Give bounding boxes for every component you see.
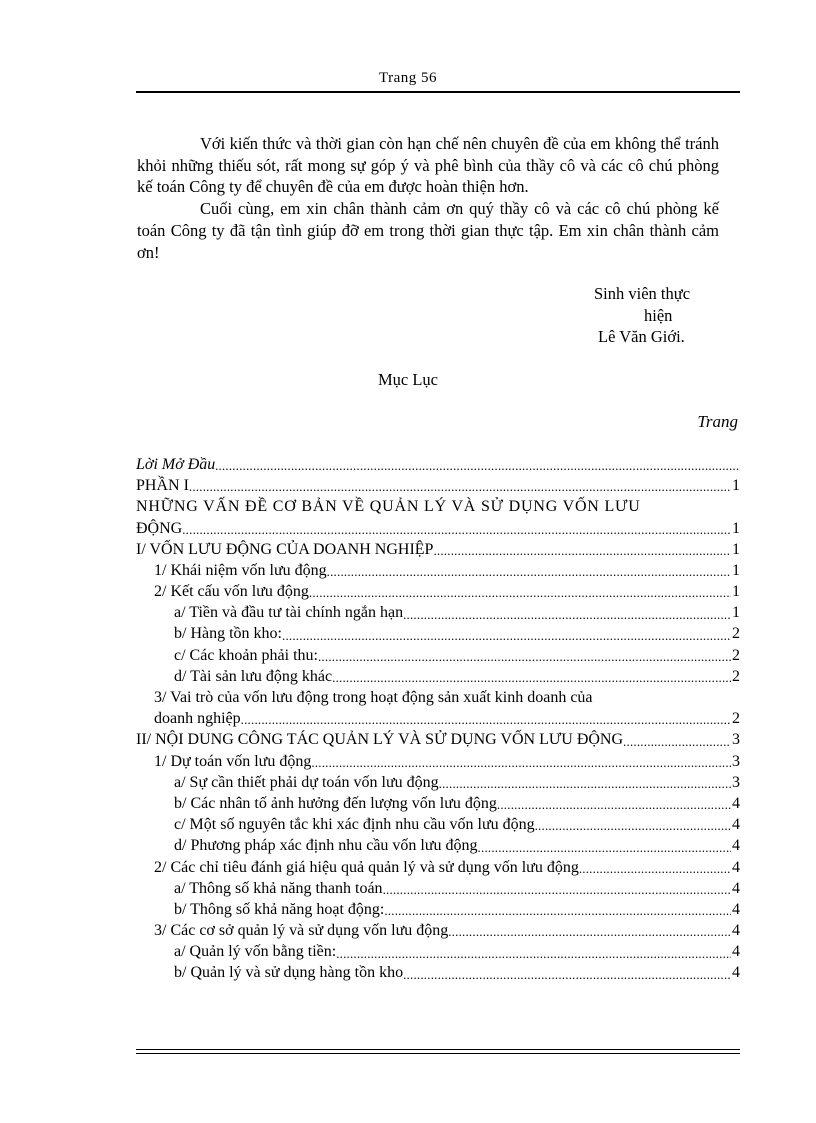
dot-leader xyxy=(448,923,731,941)
dot-leader xyxy=(336,945,731,963)
table-of-contents xyxy=(136,454,740,984)
toc-entry[interactable] xyxy=(136,602,740,623)
toc-entry[interactable] xyxy=(136,751,740,772)
toc-entry-label: b/ Hàng tồn kho: xyxy=(174,625,282,643)
signature-line: hiện xyxy=(644,305,673,325)
toc-entry-page: 4 xyxy=(732,837,740,855)
toc-entry[interactable] xyxy=(136,899,740,920)
toc-entry-page: 4 xyxy=(732,879,740,897)
toc-entry-label: I/ VỐN LƯU ĐỘNG CỦA DOANH NGHIỆP xyxy=(136,540,434,558)
toc-entry[interactable] xyxy=(136,539,740,560)
dot-leader xyxy=(241,711,731,729)
toc-entry[interactable] xyxy=(136,581,740,602)
dot-leader xyxy=(403,606,731,624)
dot-leader xyxy=(403,966,731,984)
toc-entry[interactable] xyxy=(136,687,740,729)
toc-entry-page: 1 xyxy=(732,477,740,495)
paragraph: Cuối cùng, em xin chân thành cảm ơn quý thầy cô và các cô chú phòng kế toán Công ty đã tận tình giúp đỡ em trong thời gian thực tập. Em xin chân thành cảm ơn! xyxy=(137,199,719,262)
signature-name: Lê Văn Giới. xyxy=(598,327,685,347)
dot-leader xyxy=(332,669,731,687)
toc-entry-page: 1 xyxy=(732,583,740,601)
toc-entry-page: 1 xyxy=(732,540,740,558)
toc-entry-page: 2 xyxy=(732,667,740,685)
dot-leader xyxy=(282,627,731,645)
toc-entry-page: 2 xyxy=(732,646,740,664)
toc-entry[interactable] xyxy=(136,814,740,835)
toc-entry[interactable] xyxy=(136,645,740,666)
toc-entry-label: b/ Các nhân tố ảnh hưởng đến lượng vốn lưu động xyxy=(174,794,497,812)
toc-entry-page: 4 xyxy=(732,964,740,982)
toc-entry-label: b/ Thông số khả năng hoạt động: xyxy=(174,900,385,918)
toc-entry-label: a/ Quản lý vốn bằng tiền: xyxy=(174,943,337,961)
toc-entry[interactable] xyxy=(136,729,740,750)
toc-entry-label: 2/ Kết cấu vốn lưu động xyxy=(154,583,309,601)
toc-entry[interactable] xyxy=(136,835,740,856)
toc-entry[interactable] xyxy=(136,496,740,538)
paragraph: Với kiến thức và thời gian còn hạn chế nên chuyên đề của em không thể tránh khỏi những thiếu sót, rất mong sự góp ý và phê bình của thầy cô và các cô chú phòng kế toán Công ty để chuyên đề của em được hoàn thiện hơn. xyxy=(137,134,719,197)
toc-entry[interactable] xyxy=(136,454,740,475)
toc-entry[interactable] xyxy=(136,560,740,581)
toc-entry[interactable] xyxy=(136,793,740,814)
toc-entry-page: 4 xyxy=(732,900,740,918)
toc-entry-page: 1 xyxy=(732,561,740,579)
toc-entry-label: II/ NỘI DUNG CÔNG TÁC QUẢN LÝ VÀ SỬ DỤNG VỐN LƯU ĐỘNG xyxy=(136,731,624,749)
dot-leader xyxy=(327,563,731,581)
dot-leader xyxy=(535,817,731,835)
toc-entry-page: 2 xyxy=(732,710,740,728)
footer-divider xyxy=(136,1049,740,1050)
closing-text xyxy=(137,133,719,263)
dot-leader xyxy=(311,754,731,772)
toc-entry-page: 3 xyxy=(732,731,740,749)
toc-entry-label: 2/ Các chỉ tiêu đánh giá hiệu quả quản lý và sử dụng vốn lưu động xyxy=(154,858,579,876)
header-divider xyxy=(136,91,740,93)
toc-entry[interactable] xyxy=(136,963,740,984)
dot-leader xyxy=(189,478,731,496)
toc-entry-page: 1 xyxy=(732,519,740,537)
dot-leader xyxy=(579,860,731,878)
toc-entry-label: d/ Tài sản lưu động khác xyxy=(174,667,333,685)
toc-entry-label: a/ Thông số khả năng thanh toán xyxy=(174,879,383,897)
toc-entry[interactable] xyxy=(136,624,740,645)
toc-entry-label: a/ Tiền và đầu tư tài chính ngắn hạn xyxy=(174,604,404,622)
toc-entry-label: PHẦN I xyxy=(136,477,189,495)
toc-page-column-label: Trang xyxy=(697,412,738,431)
toc-entry-label: c/ Một số nguyên tắc khi xác định nhu cầu vốn lưu động xyxy=(174,816,535,834)
toc-entry-page: 4 xyxy=(732,858,740,876)
dot-leader xyxy=(623,733,731,751)
toc-entry-label: ĐỘNG xyxy=(136,519,183,537)
toc-entry-page: 4 xyxy=(732,794,740,812)
toc-entry-label: d/ Phương pháp xác định nhu cầu vốn lưu động xyxy=(174,837,478,855)
dot-leader xyxy=(318,648,731,666)
toc-entry-label: c/ Các khoản phải thu: xyxy=(174,646,318,664)
toc-entry[interactable] xyxy=(136,920,740,941)
dot-leader xyxy=(384,902,731,920)
toc-entry-page: 3 xyxy=(732,752,740,770)
dot-leader xyxy=(182,521,731,539)
toc-entry[interactable] xyxy=(136,857,740,878)
toc-entry-page: 3 xyxy=(732,773,740,791)
toc-entry-label: doanh nghiệp xyxy=(154,710,241,728)
toc-entry[interactable] xyxy=(136,772,740,793)
toc-entry-label-line: NHỮNG VẤN ĐỀ CƠ BẢN VỀ QUẢN LÝ VÀ SỬ DỤNG VỐN LƯU xyxy=(136,498,641,516)
toc-entry[interactable] xyxy=(136,941,740,962)
dot-leader xyxy=(383,881,731,899)
toc-entry-page: 2 xyxy=(732,625,740,643)
toc-entry-page: 4 xyxy=(732,943,740,961)
dot-leader xyxy=(215,457,739,475)
toc-entry-page: 1 xyxy=(732,604,740,622)
signature-line: Sinh viên thực xyxy=(594,284,691,303)
toc-entry-label: 3/ Các cơ sở quản lý và sử dụng vốn lưu động xyxy=(154,922,449,940)
toc-entry[interactable] xyxy=(136,666,740,687)
dot-leader xyxy=(478,839,731,857)
toc-entry-label: 1/ Khái niệm vốn lưu động xyxy=(154,561,327,579)
toc-title: Mục Lục xyxy=(377,370,439,389)
toc-entry[interactable] xyxy=(136,878,740,899)
toc-entry[interactable] xyxy=(136,475,740,496)
dot-leader xyxy=(433,542,731,560)
dot-leader xyxy=(439,775,731,793)
dot-leader xyxy=(497,796,731,814)
signature-block xyxy=(560,283,760,348)
toc-entry-label: a/ Sự cần thiết phải dự toán vốn lưu động xyxy=(174,773,439,791)
toc-entry-page: 4 xyxy=(732,816,740,834)
toc-entry-label: b/ Quản lý và sử dụng hàng tồn kho xyxy=(174,964,404,982)
toc-entry-label: Lời Mở Đầu xyxy=(136,455,216,473)
toc-entry-page: 4 xyxy=(732,922,740,940)
toc-entry-label-line: 3/ Vai trò của vốn lưu động trong hoạt động sản xuất kinh doanh của xyxy=(154,689,593,707)
page-header: Trang 56 xyxy=(378,70,438,86)
footer-divider xyxy=(136,1053,740,1054)
toc-entry-label: 1/ Dự toán vốn lưu động xyxy=(154,752,312,770)
dot-leader xyxy=(309,584,731,602)
